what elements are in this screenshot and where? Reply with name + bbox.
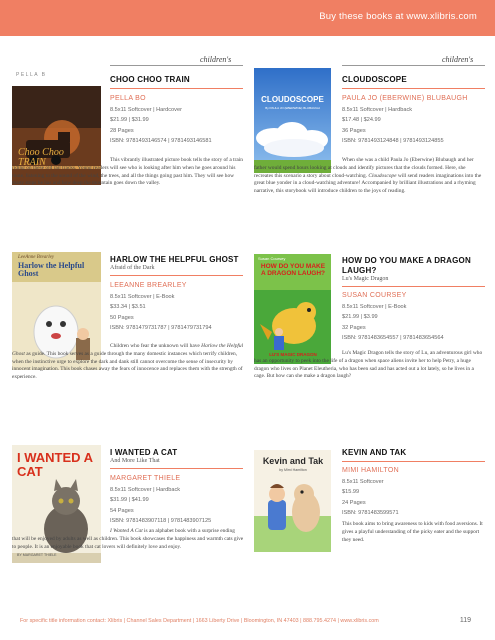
cover-author: BY MARGARET THIELE [17, 553, 57, 557]
desc-part: When she was a child Paula Jo (Eberwine) Blubaugh and her father would spend hours looking at clouds and identify pictures that the clouds formed. Here, she recreates this scenario a story about cloud-watching. [254, 157, 474, 179]
book-author: LEEANNE BREARLEY [110, 282, 187, 289]
book-price: $17.48 | $24.99 [342, 117, 381, 124]
book-description [12, 343, 244, 382]
cover-subtitle: LU'S MAGIC DRAGON [269, 352, 317, 357]
cover-title: Kevin and Tak [262, 456, 324, 466]
section-label-left: children's [200, 55, 232, 64]
book-price: $33.34 | $3.51 [110, 304, 146, 311]
section-rule-left [110, 65, 243, 66]
book-description [12, 528, 244, 551]
title-rule [342, 286, 485, 287]
book-meta [110, 94, 212, 147]
book-title: I WANTED A CAT [110, 448, 178, 457]
cover-author: PELLA B [16, 72, 47, 78]
title-rule [110, 468, 243, 469]
title-rule [110, 88, 243, 89]
book-subtitle: Lu's Magic Dragon [342, 276, 389, 282]
book-format: 8.5x11 Softcover | E-Book [110, 293, 175, 300]
top-banner [0, 0, 495, 36]
cover-title: I WANTED A CAT [17, 450, 93, 479]
book-pages: 54 Pages [110, 507, 134, 514]
book-format: 8.5x11 Softcover [342, 478, 384, 485]
title-rule [342, 461, 485, 462]
book-subtitle: And More Like That [110, 458, 160, 464]
section-label-right: children's [442, 55, 474, 64]
book-price: $21.99 | $31.99 [110, 117, 149, 124]
book-meta [110, 281, 212, 334]
cover-author: By PAULA JO (EBERWINE) BLUBAUGH [265, 106, 320, 110]
book-description: This book aims to bring awareness to kids with food aversions. It gives a playful understanding of the picky eater and the support they need. [342, 521, 483, 543]
book-description: Lu's Magic Dragon tells the story of Lu, an adventurous girl who has an opportunity to peek into the life of a dragon when space aliens invite her to help Petry, a huge dragon who lives on Planet Eleutheria, who has been sad and has acted out a lot lately, so he lives in a cage. But how can she make a dragon laugh? [254, 350, 483, 380]
book-format: 8.5x11 Softcover | E-Book [342, 303, 407, 310]
book-author: MARGARET THIELE [110, 475, 181, 482]
book-title: CLOUDOSCOPE [342, 75, 407, 84]
book-title: CHOO CHOO TRAIN [110, 75, 190, 84]
book-meta [342, 94, 468, 147]
desc-part: Children who fear the unknown will have [110, 343, 202, 349]
book-meta [342, 291, 444, 344]
book-isbn: ISBN: 9781483907118 | 9781483907125 [110, 518, 212, 525]
book-price: $31.99 | $41.99 [110, 497, 149, 504]
book-meta [342, 466, 399, 519]
book-description [254, 157, 486, 196]
book-isbn: ISBN: 9781493146574 | 9781493146581 [110, 138, 212, 145]
book-price: $15.99 [342, 489, 360, 496]
book-pages: 50 Pages [110, 314, 134, 321]
desc-title: Cloudoscope [368, 172, 397, 179]
footer-contact: For specific title information contact: Xlibris | Channel Sales Department | 1663 Liberty Drive | Bloomington, IN 47403 | 888.795.4274 | www.xlibris.com [20, 618, 379, 624]
book-isbn: ISBN: 9781479731787 | 9781479731794 [110, 325, 212, 332]
desc-title: I Wanted A Cat [110, 528, 143, 534]
cover-title: Harlow the Helpful Ghost [18, 261, 85, 278]
cover-title: Choo Choo TRAIN [18, 147, 64, 168]
book-format: 8.5x11 Softcover | Hardback [342, 106, 413, 113]
cover-author: by Mimi Hamilton [279, 468, 307, 472]
title-rule [110, 275, 243, 276]
book-pages: 24 Pages [342, 499, 366, 506]
book-price: $21.99 | $3.99 [342, 314, 378, 321]
book-isbn: ISBN: 9781483654557 | 9781483654564 [342, 335, 444, 342]
banner-text: Buy these books at www.xlibris.com [319, 11, 477, 22]
book-isbn: ISBN: 9781483599571 [342, 510, 399, 517]
title-rule [342, 88, 485, 89]
book-author: MIMI HAMILTON [342, 467, 399, 474]
book-author: PAULA JO (EBERWINE) BLUBAUGH [342, 95, 468, 102]
book-title: HARLOW THE HELPFUL GHOST [110, 255, 239, 264]
book-isbn: ISBN: 9781493124848 | 9781493124855 [342, 138, 444, 145]
book-pages: 32 Pages [342, 324, 366, 331]
desc-part: as guide. This book serves as a guide through the many domestic instances which terrify children, when the instinctive urge to explore the dark and dank still cannot overcome the sense of insecurity by innocent imagination. This book chases away the fears of innocence and replaces them with the strength of experience. [12, 350, 243, 381]
cover-author: Susan Coursey [258, 256, 286, 261]
section-rule-right [342, 65, 485, 66]
cover-author: LeeAnne Brearley [18, 255, 55, 260]
cover-title: HOW DO YOU MAKE A DRAGON LAUGH? [260, 263, 326, 277]
book-cover-kevin-and-tak [254, 450, 331, 552]
book-format: 8.5x11 Softcover | Hardcover [110, 106, 182, 113]
book-author: PELLA BO [110, 95, 146, 102]
book-title: HOW DO YOU MAKE A DRAGON LAUGH? [342, 256, 471, 275]
page-number: 119 [459, 617, 471, 624]
book-meta [110, 474, 211, 527]
book-cover-dragon [254, 254, 331, 364]
desc-part: is an alphabet book with a surprise ending that will be enjoyed by adults as well as children. This book showcases the happiness and warmth cats give to people. It is an enjoyable book that cat lovers will definitely love and enjoy. [12, 528, 244, 550]
book-pages: 28 Pages [110, 127, 134, 134]
book-subtitle: Afraid of the Dark [110, 265, 155, 271]
book-title: KEVIN AND TAK [342, 448, 407, 457]
desc-part: will send readers imaginations into the great blue yonder in a cloud-watching adventure! Accompanied by brilliant illustrations and a rhyming narrative, this storybook will introduce children to the joys of reading. [254, 172, 482, 195]
desc-title: Harlow the Helpful Ghost [12, 343, 244, 357]
book-author: SUSAN COURSEY [342, 292, 407, 299]
book-format: 8.5x11 Softcover | Hardback [110, 486, 181, 493]
cover-title: CLOUDOSCOPE [261, 95, 324, 104]
book-description: This vibrantly illustrated picture book tells the story of a train riding on these old rail tracks. Young readers will see who is looking after him when he goes around his route, listening to the sound of the wind, the trees, and all the things going past him. They will see how many stops he has and how deep the mountain goes down the valley. [12, 157, 243, 187]
book-pages: 36 Pages [342, 127, 366, 134]
